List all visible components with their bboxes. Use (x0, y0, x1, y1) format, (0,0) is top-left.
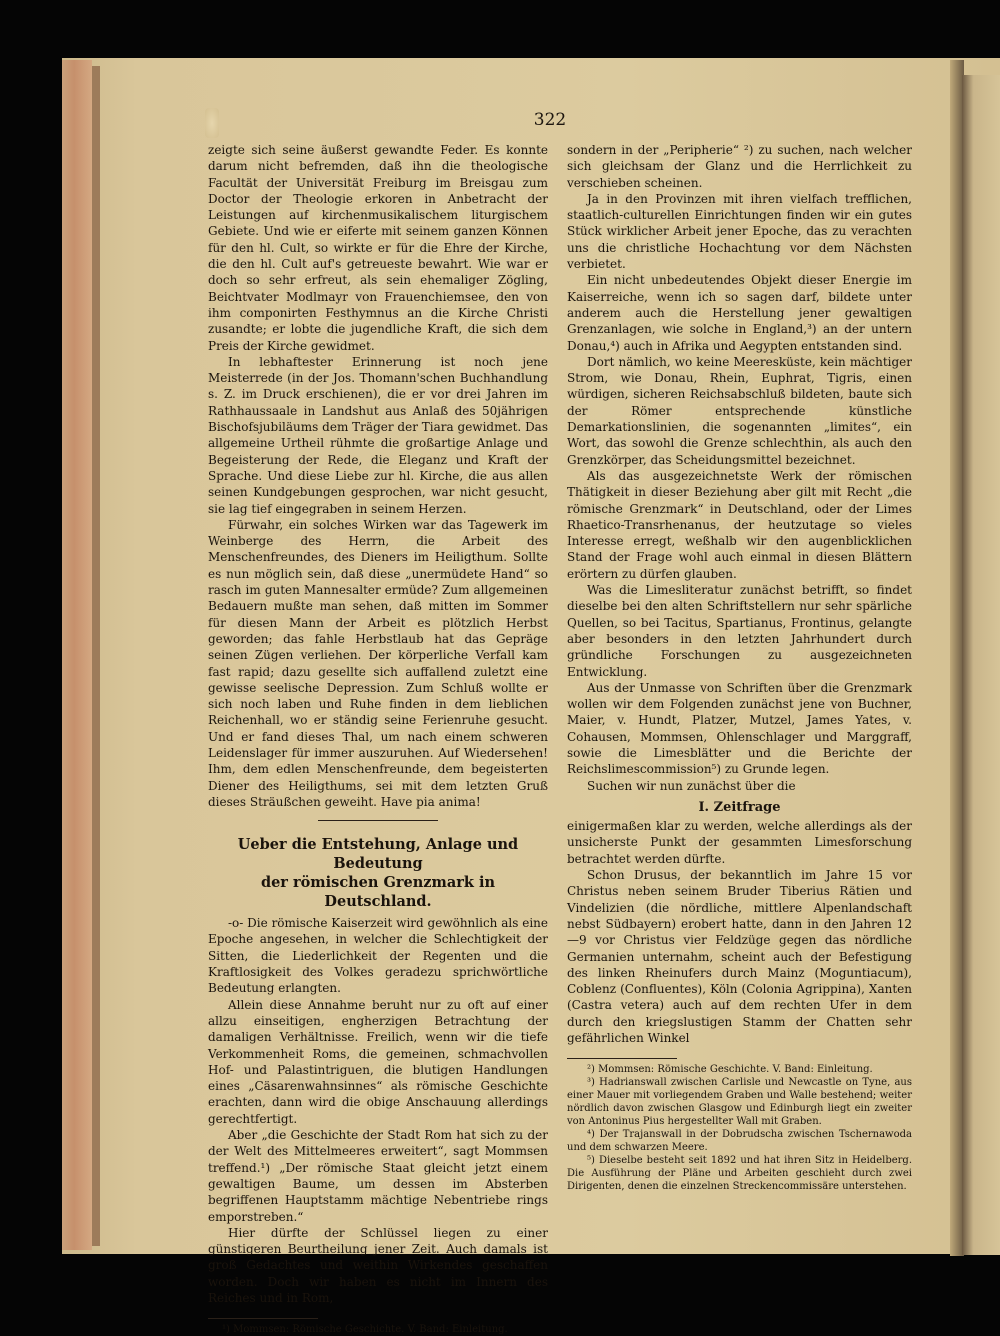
paragraph: Als das ausgezeichnetste Werk der römischen Thätigkeit in dieser Beziehung aber gilt mit Recht „die römische Grenzmark“ in Deutschland, oder der Limes Rhaetico-Transrhenanus, der heutzutage so vieles Interesse erregt, weßhalb wir den augenblicklichen Stand der Frage wohl auch einmal in diesen Blättern erörtern zu dürfen glauben. (567, 468, 912, 581)
footnote: ¹) Mommsen: Römische Geschichte. V. Band: Einleitung. (222, 1324, 508, 1336)
paper-stain (205, 108, 219, 138)
footnote-separator (208, 1318, 318, 1319)
footnote: ⁴) Der Trajanswall in der Dobrudscha zwischen Tschernawoda und dem schwarzen Meere. (567, 1129, 912, 1154)
article-title (208, 835, 548, 911)
article-title-line: Ueber die Entstehung, Anlage und Bedeutung (237, 836, 519, 873)
footnote: ⁵) Dieselbe besteht seit 1892 und hat ihren Sitz in Heidelberg. Die Ausführung der Pläne und Arbeiten geschieht durch zwei Dirigenten, denen die einzelnen Streckencommissäre unterstehen. (567, 1155, 912, 1193)
footnote-separator (567, 1058, 677, 1059)
book-spine-shadow (92, 66, 100, 1246)
right-column (567, 142, 912, 1193)
paragraph: Dort nämlich, wo keine Meeresküste, kein mächtiger Strom, wie Donau, Rhein, Euphrat, Tigris, einen würdigen, sicheren Reichsabschluß bildeten, baute sich der Römer entsprechende künstliche Demarkationslinien, die sogenannten „limites“, ein Wort, das sowohl die Grenze schlechthin, als auch den Grenzkörper, das Scheidungsmittel bezeichnet. (567, 354, 912, 467)
paragraph: Ja in den Provinzen mit ihren vielfach trefflichen, staatlich-culturellen Einrichtungen finden wir ein gutes Stück wirklicher Arbeit jener Epoche, das zu verachten uns die christliche Hochachtung vor dem Nächsten verbietet. (567, 191, 912, 272)
footnote: ³) Hadrianswall zwischen Carlisle und Newcastle on Tyne, aus einer Mauer mit vorliegendem Graben und Walle bestehend; weiter nördlich davon zwischen Glasgow und Edinburgh liegt ein zweiter von Antoninus Pius hergestellter Wall mit Graben. (567, 1077, 912, 1128)
paragraph: Ein nicht unbedeutendes Objekt dieser Energie im Kaiserreiche, wenn ich so sagen darf, bildete unter anderem auch die Herstellung jener gewaltigen Grenzanlagen, wie solche in England,³) an der untern Donau,⁴) auch in Afrika und Aegypten entstanden sind. (567, 273, 912, 353)
paragraph: -o- Die römische Kaiserzeit wird gewöhnlich als eine Epoche angesehen, in welcher die Schlechtigkeit der Sitten, die Liederlichkeit der Regenten und die Kraftlosigkeit des Volkes geradezu sprichwörtliche Bedeutung erlangten. (208, 916, 548, 996)
paragraph: Hier dürfte der Schlüssel liegen zu einer günstigeren Beurtheilung jener Zeit. Auch damals ist groß Gedachtes und weithin Wirkendes geschaffen worden. Doch wir haben es nicht im Innern des Reiches und in Rom, (208, 1225, 548, 1305)
paragraph: sondern in der „Peripherie“ ²) zu suchen, nach welcher sich gleichsam der Glanz und die Herrlichkeit zu verschieben scheinen. (567, 143, 912, 190)
paragraph: Fürwahr, ein solches Wirken war das Tagewerk im Weinberge des Herrn, die Arbeit des Menschenfreundes, des Dieners im Heiligthum. Sollte es nun möglich sein, daß diese „unermüdete Hand“ so rasch im guten Mannesalter ermüde? Zum allgemeinen Bedauern mußte man sehen, daß mitten im Sommer für diesen Mann der Arbeit es plötzlich Herbst geworden; das fahle Herbstlaub hat das Gepräge seinen Zügen verliehen. Der körperliche Verfall kam fast rapid; dazu gesellte sich auffallend zuletzt eine gewisse seelische Depression. Zum Schluß wollte er sich noch laben und Ruhe finden in dem lieblichen Reichenhall, wo er ständig seine Ferienruhe gesucht. Und er fand dieses Thal, um nach einem schweren Leidenslager für immer auszuruhen. Auf Wiedersehen! Ihm, dem edlen Menschenfreunde, dem begeisterten Diener des Heiligthums, sei mit dem letzten Gruß dieses Sträußchen geweiht. Have pia anima! (208, 517, 548, 809)
section-heading: I. Zeitfrage (698, 799, 781, 815)
article-title-line: der römischen Grenzmark in Deutschland. (260, 874, 496, 911)
book-spine-edge (62, 60, 92, 1250)
next-page-edge (962, 75, 1000, 1255)
paragraph: Was die Limesliteratur zunächst betrifft, so findet dieselbe bei den alten Schriftstellern nur sehr spärliche Quellen, so bei Tacitus, Spartianus, Frontinus, gelangte aber besonders in den letzten Jahrhundert durch gründliche Forschungen zu ausgezeichneten Entwicklung. (567, 583, 912, 679)
paragraph: Aus der Unmasse von Schriften über die Grenzmark wollen wir dem Folgenden zunächst jene von Buchner, Maier, v. Hundt, Platzer, Mutzel, James Yates, v. Cohausen, Mommsen, Ohlenschlager und Marggraff, sowie die Limesblätter und die Berichte der Reichslimescommission⁵) zu Grunde legen. (567, 680, 912, 777)
paragraph: Schon Drusus, der bekanntlich im Jahre 15 vor Christus neben seinem Bruder Tiberius Rätien und Vindelizien (die nördliche, mittlere Alpenlandschaft nebst Südbayern) erobert hatte, dann in den Jahren 12—9 vor Christus vier Feldzüge gegen das nördliche Germanien unternahm, scheint auch der Befestigung des linken Rheinufers durch Mainz (Moguntiacum), Coblenz (Confluentes), Köln (Colonia Agrippina), Xanten (Castra vetera) auch auf dem rechten Ufer in dem durch den kriegslustigen Stamm der Chatten sehr gefährlichen Winkel (567, 868, 912, 1046)
paragraph: In lebhaftester Erinnerung ist noch jene Meisterrede (in der Jos. Thomann'schen Buchhandlung s. Z. im Druck erschienen), die er vor drei Jahren im Rathhaussaale in Landshut aus Anlaß des 50jährigen Bischofsjubiläums dem Träger der Tiara gewidmet. Das allgemeine Urtheil rühmte die großartige Anlage und Begeisterung der Rede, die Eleganz und Kraft der Sprache. Und diese Liebe zur hl. Kirche, die aus allen seinen Kundgebungen gesprochen, war nicht gesucht, sie lag tief eingegraben in seinem Herzen. (208, 354, 548, 516)
paragraph: zeigte sich seine äußerst gewandte Feder. Es konnte darum nicht befremden, daß ihn die theologische Facultät der Universität Freiburg im Breisgau zum Doctor der Theologie erkoren in Anbetracht der Leistungen auf kirchenmusikalischem liturgischem Gebiete. Und wie er eiferte mit seinem ganzen Können für den hl. Cult, so wirkte er für die Ehre der Kirche, die den hl. Cult auf's getreueste bewahrt. Wie war er doch so sehr erfreut, als sein ehemaliger Zögling, Beichtvater Modlmayr von Frauenchiemsee, den von ihm componirten Festhymnus an die Kirche Christi zusandte; er lobte die jugendliche Kraft, die sich dem Preis der Kirche gewidmet. (208, 143, 548, 353)
page-number: 322 (533, 110, 567, 130)
paragraph: einigermaßen klar zu werden, welche allerdings als der unsicherste Punkt der gesammten Limesforschung betrachtet werden dürfte. (567, 819, 912, 866)
left-column (208, 142, 548, 1336)
paragraph: Aber „die Geschichte der Stadt Rom hat sich zu der der Welt des Mittelmeeres erweitert“, sagt Mommsen treffend.¹) „Der römische Staat gleicht jetzt einem gewaltigen Baume, um dessen im Absterben begriffenen Hauptstamm mächtige Nebentriebe rings emporstreben.“ (208, 1128, 548, 1224)
paragraph: Allein diese Annahme beruht nur zu oft auf einer allzu einseitigen, engherzigen Betrachtung der damaligen Verhältnisse. Freilich, wenn wir die tiefe Verkommenheit Roms, die gemeinen, schmachvollen Hof- und Palastintriguen, die blutigen Handlungen eines „Cäsarenwahnsinnes“ als römische Geschichte erachten, dann wird die obige Anschauung allerdings gerechtfertigt. (208, 997, 548, 1126)
footnote: ²) Mommsen: Römische Geschichte. V. Band: Einleitung. (587, 1064, 873, 1076)
paragraph: Suchen wir nun zunächst über die (587, 778, 796, 793)
section-divider (318, 820, 438, 821)
